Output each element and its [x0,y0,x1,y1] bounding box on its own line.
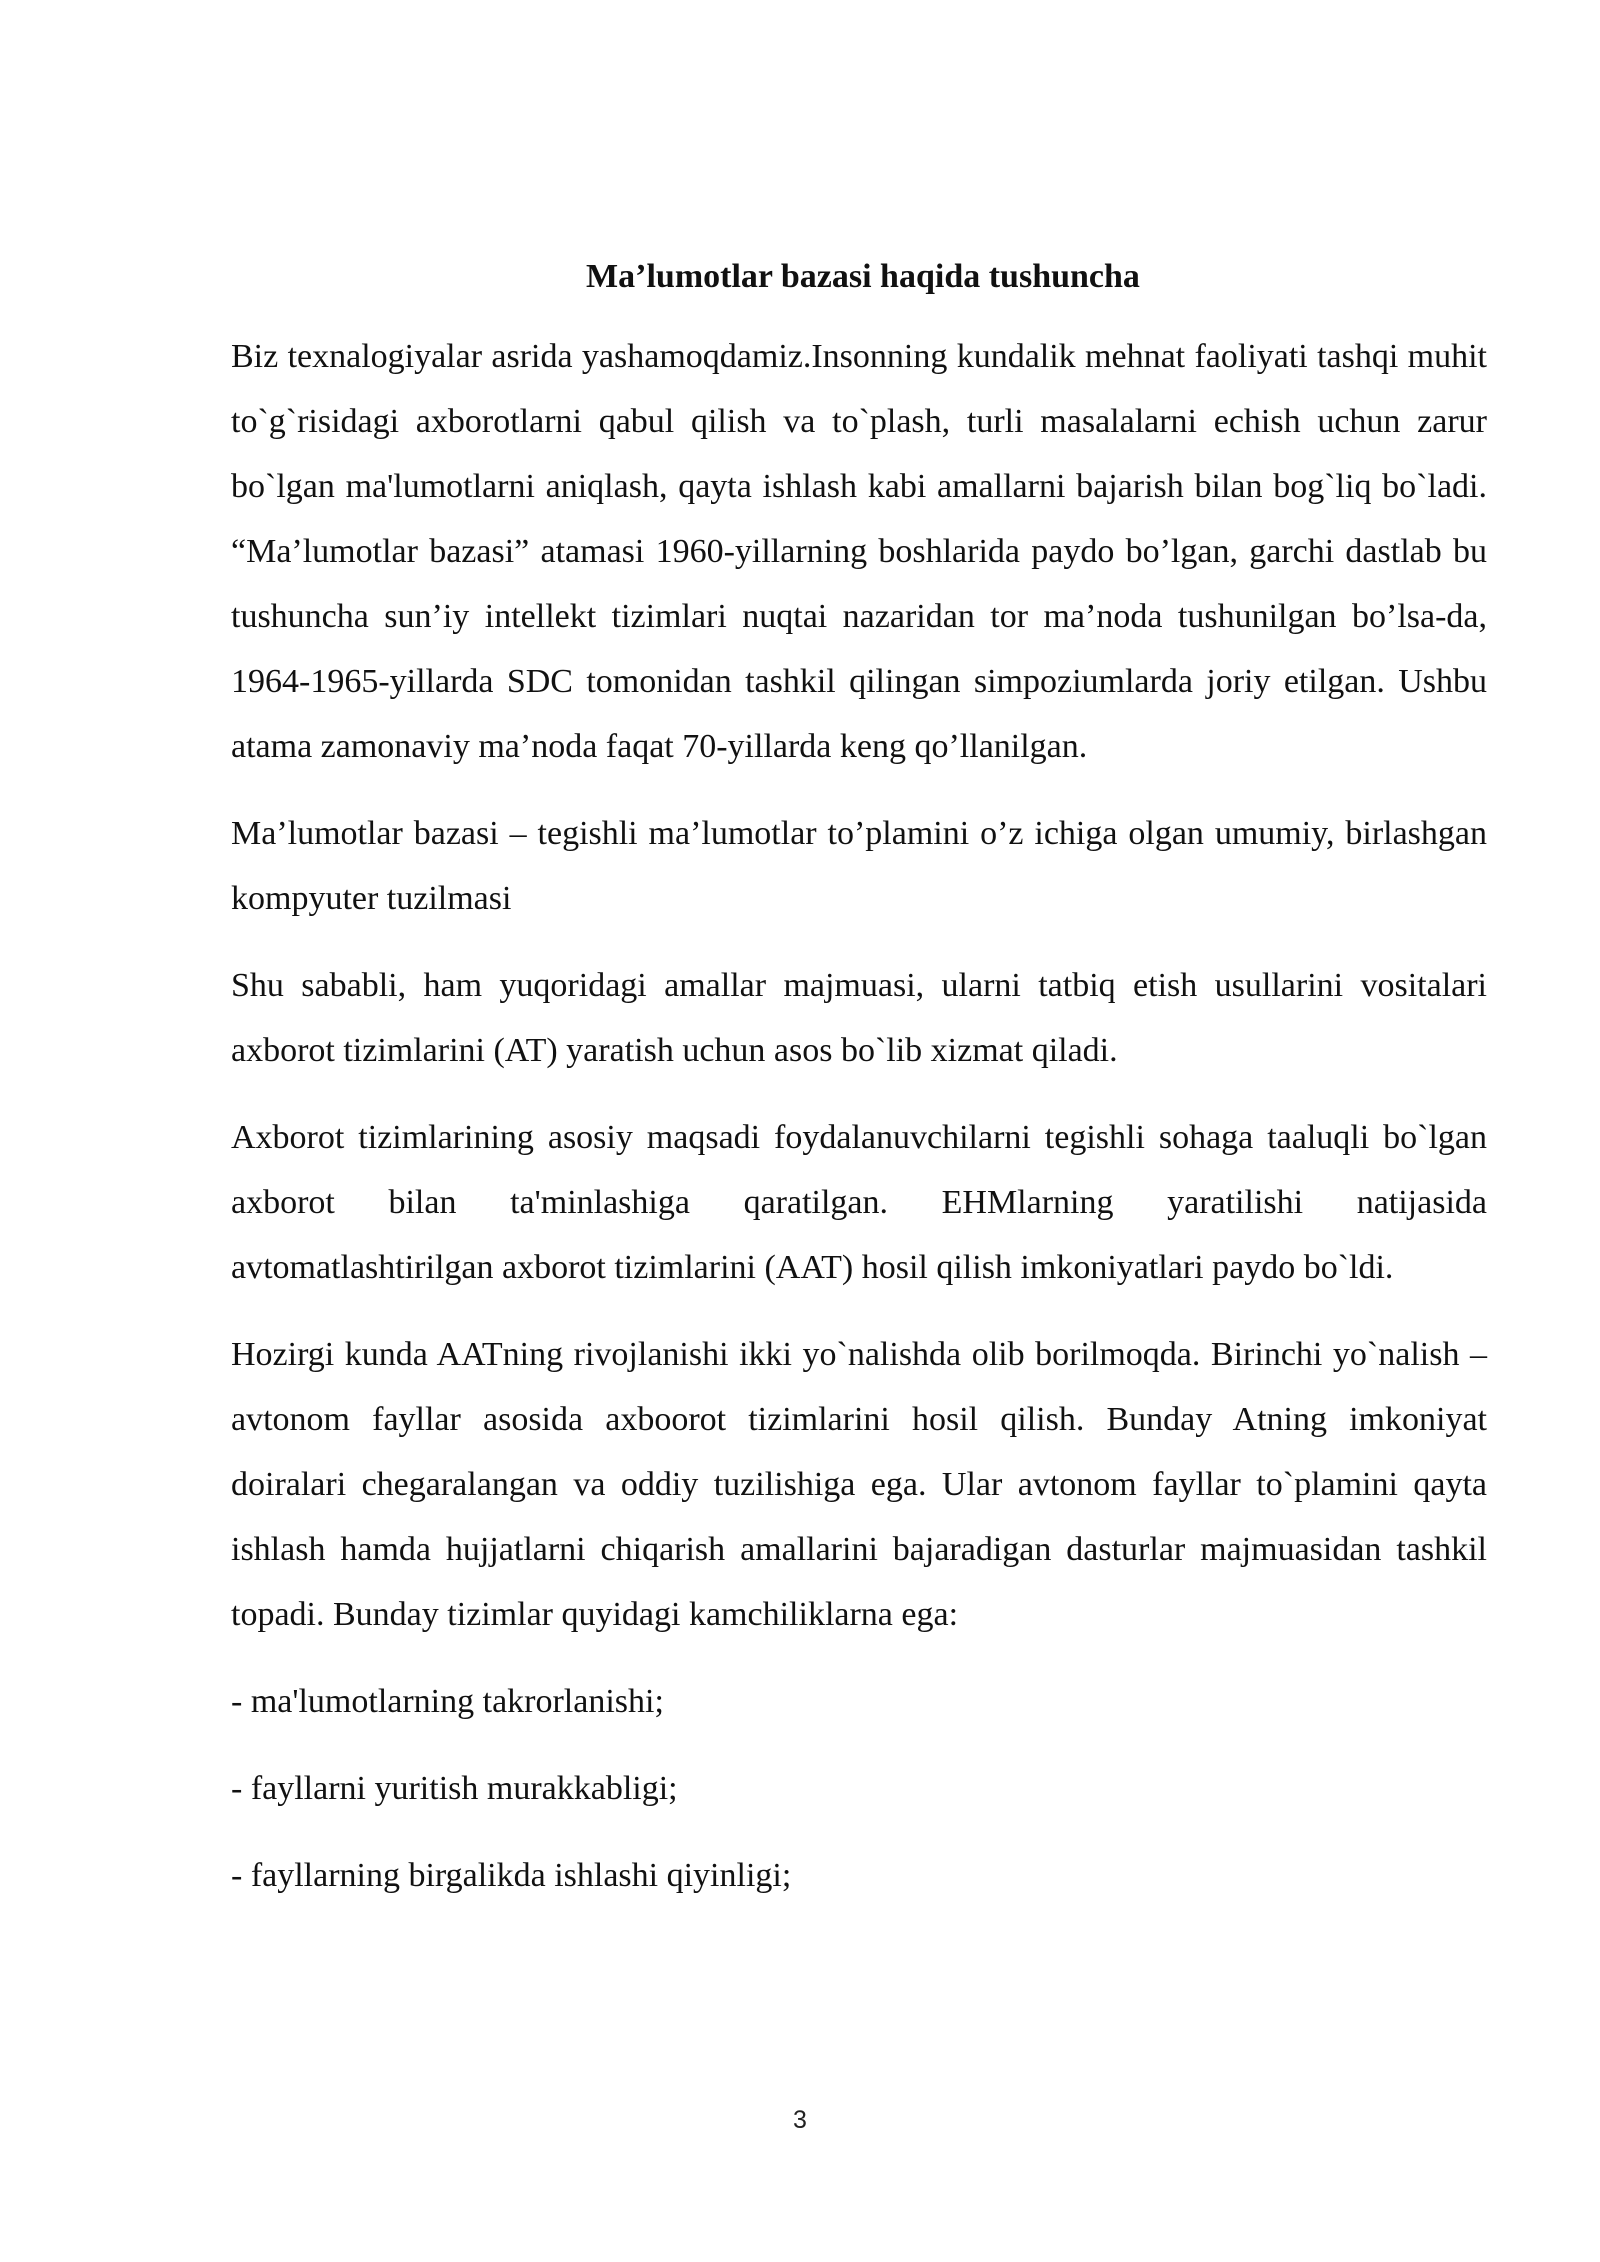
paragraph-intro: Biz texnalogiyalar asrida yashamoqdamiz.Insonning kundalik mehnat faoliyati tashqi muhit to`g`risidagi axborotlarni qabul qilish va to`plash, turli masalalarni echish uchun zarur bo`lgan ma'lumotlarni aniqlash, qayta ishlash kabi amallarni bajarish bilan bog`liq bo`ladi. “Ma’lumotlar bazasi” atamasi 1960-yillarning boshlarida paydo bo’lgan, garchi dastlab bu tushuncha sun’iy intellekt tizimlari nuqtai nazaridan tor ma’noda tushunilgan bo’lsa-da, 1964-1965-yillarda SDC tomonidan tashkil qilingan simpoziumlarda joriy etilgan. Ushbu atama zamonaviy ma’noda faqat 70-yillarda keng qo’llanilgan. [231,338,1487,765]
page-body [231,252,1487,1930]
paragraph-directions: Hozirgi kunda AATning rivojlanishi ikki yo`nalishda olib borilmoqda. Birinchi yo`nalish – avtonom fayllar asosida axboorot tizimlarini hosil qilish. Bunday Atning imkoniyat doiralari chegaralangan va oddiy tuzilishiga ega. Ular avtonom fayllar to`plamini qayta ishlash hamda hujjatlarni chiqarish amallarini bajaradigan dasturlar majmuasidan tashkil topadi. Bunday tizimlar quyidagi kamchiliklarna ega: [231,1336,1487,1633]
paragraph-definition: Ma’lumotlar bazasi – tegishli ma’lumotlar to’plamini o’z ichiga olgan umumiy, birlashgan kompyuter tuzilmasi [231,815,1487,917]
list-item: - ma'lumotlarning takrorlanishi; [231,1683,664,1720]
paragraph-purpose: Axborot tizimlarining asosiy maqsadi foydalanuvchilarni tegishli sohaga taaluqli bo`lgan axborot bilan ta'minlashiga qaratilgan. EHMlarning yaratilishi natijasida avtomatlashtirilgan axborot tizimlarini (AAT) hosil qilish imkoniyatlari paydo bo`ldi. [231,1119,1487,1286]
page-number: 3 [793,2106,807,2134]
list-item: - fayllarning birgalikda ishlashi qiyinligi; [231,1857,792,1894]
paragraph-information-systems: Shu sababli, ham yuqoridagi amallar majmuasi, ularni tatbiq etish usullarini vositalari axborot tizimlarini (AT) yaratish uchun asos bo`lib xizmat qiladi. [231,967,1487,1069]
document-title: Ma’lumotlar bazasi haqida tushuncha [586,258,1140,295]
list-item: - fayllarni yuritish murakkabligi; [231,1770,678,1807]
